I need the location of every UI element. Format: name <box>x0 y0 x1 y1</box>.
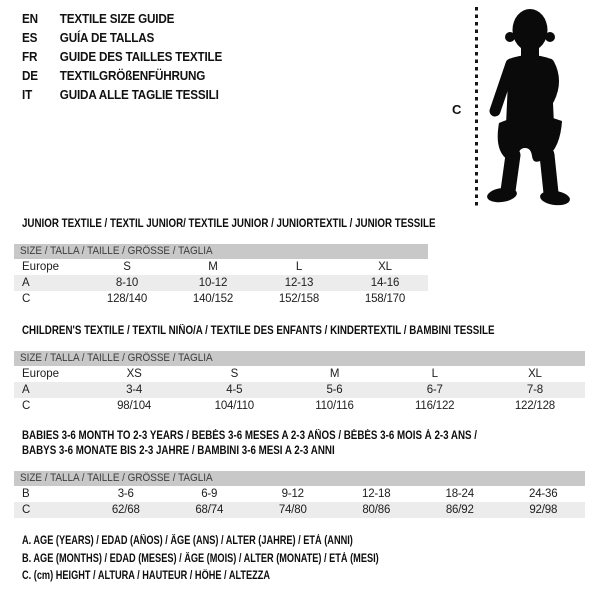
height-measure-dashed-line <box>475 7 478 207</box>
children-size-table <box>14 366 585 414</box>
section-title: CHILDREN'S TEXTILE / TEXTIL NIÑO/A / TEXTILE DES ENFANTS / KINDERTEXTIL / BAMBINI TESSILE <box>22 325 495 337</box>
language-row-de <box>22 66 222 85</box>
section-title-line1: BABIES 3-6 MONTH TO 2-3 YEARS / BEBÉS 3-6 MESES A 2-3 AÑOS / BÉBÉS 3-6 MOIS À 2-3 ANS / <box>22 430 478 442</box>
legend-line-a: A. AGE (YEARS) / EDAD (AÑOS) / ÂGE (ANS) / ALTER (JAHRE) / ETÀ (ANNI) <box>22 535 353 547</box>
table-cell: M <box>329 368 340 380</box>
language-code: DE <box>22 68 38 83</box>
language-code: EN <box>22 11 38 26</box>
table-cell: XS <box>126 368 142 380</box>
section-children-textile <box>14 324 585 414</box>
table-cell: 12-18 <box>362 488 391 500</box>
language-code: IT <box>22 87 33 102</box>
table-cell: 4-5 <box>226 384 243 396</box>
table-cell: 6-9 <box>201 488 218 500</box>
language-row-es <box>22 28 222 47</box>
table-cell: 68/74 <box>195 504 224 516</box>
table-cell: 62/68 <box>111 504 140 516</box>
table-cell: 122/128 <box>514 400 555 412</box>
table-cell: 10-12 <box>198 277 228 289</box>
table-row <box>14 398 585 414</box>
table-row <box>14 366 585 382</box>
language-title: GUIDA ALLE TAGLIE TESSILI <box>59 87 219 102</box>
row-label: B <box>22 488 30 500</box>
table-cell: XL <box>378 261 392 273</box>
table-row <box>14 291 428 307</box>
table-cell: 7-8 <box>526 384 543 396</box>
size-header-label: SIZE / TALLA / TAILLE / GRÖSSE / TAGLIA <box>20 472 213 484</box>
language-code: ES <box>22 30 38 45</box>
table-cell: 98/104 <box>117 400 152 412</box>
size-header-bar <box>14 351 585 366</box>
row-label: C <box>22 504 31 516</box>
language-title: GUIDE DES TAILLES TEXTILE <box>59 49 223 64</box>
table-cell: 80/86 <box>362 504 391 516</box>
row-label: Europe <box>22 261 60 273</box>
language-title: TEXTILE SIZE GUIDE <box>59 11 175 26</box>
table-cell: 24-36 <box>529 488 558 500</box>
language-row-en <box>22 9 222 28</box>
table-cell: XL <box>528 368 542 380</box>
row-label: A <box>22 384 30 396</box>
section-title-line2: BABYS 3-6 MONATE BIS 2-3 JAHRE / BAMBINI 3-6 MESI A 2-3 ANNI <box>22 445 335 457</box>
table-row <box>14 259 428 275</box>
baby-silhouette-icon <box>485 7 577 208</box>
size-header-label: SIZE / TALLA / TAILLE / GRÖSSE / TAGLIA <box>20 245 213 257</box>
table-row <box>14 382 585 398</box>
table-cell: 152/158 <box>278 293 320 305</box>
table-cell: 18-24 <box>445 488 474 500</box>
table-cell: 86/92 <box>445 504 474 516</box>
language-title: TEXTILGRÖßENFÜHRUNG <box>59 68 206 83</box>
table-cell: L <box>295 261 303 273</box>
table-cell: 14-16 <box>370 277 400 289</box>
section-babies-textile <box>14 429 585 518</box>
table-row <box>14 275 428 291</box>
table-cell: 140/152 <box>192 293 234 305</box>
table-cell: 3-6 <box>117 488 134 500</box>
table-cell: L <box>431 368 438 380</box>
table-cell: 9-12 <box>281 488 304 500</box>
table-cell: S <box>230 368 239 380</box>
language-header <box>22 9 244 104</box>
language-code: FR <box>22 49 38 64</box>
row-label: C <box>22 293 31 305</box>
legend-line-b: B. AGE (MONTHS) / EDAD (MESES) / ÂGE (MOIS) / ALTER (MONATE) / ETÀ (MESI) <box>22 552 379 565</box>
table-cell: 6-7 <box>426 384 443 396</box>
language-row-it <box>22 85 222 104</box>
table-cell: S <box>123 261 131 273</box>
table-cell: 74/80 <box>278 504 307 516</box>
table-cell: 8-10 <box>115 277 139 289</box>
height-measure-label: C <box>452 102 462 117</box>
table-cell: 92/98 <box>529 504 558 516</box>
language-title: GUÍA DE TALLAS <box>59 30 155 45</box>
table-cell: 128/140 <box>106 293 148 305</box>
legend-line-c: C. (cm) HEIGHT / ALTURA / HAUTEUR / HÖHE / ALTEZZA <box>22 570 271 582</box>
table-row <box>14 502 585 518</box>
language-row-fr <box>22 47 222 66</box>
size-header-bar <box>14 471 585 486</box>
size-header-label: SIZE / TALLA / TAILLE / GRÖSSE / TAGLIA <box>20 352 213 364</box>
babies-size-table <box>14 486 585 518</box>
table-cell: 104/110 <box>214 400 254 412</box>
section-title: JUNIOR TEXTILE / TEXTIL JUNIOR/ TEXTILE JUNIOR / JUNIORTEXTIL / JUNIOR TESSILE <box>22 218 436 230</box>
measure-legend <box>22 533 468 586</box>
row-label: C <box>22 400 31 412</box>
table-cell: 12-13 <box>284 277 314 289</box>
table-cell: 3-4 <box>126 384 143 396</box>
junior-size-table <box>14 259 428 307</box>
table-cell: 5-6 <box>326 384 343 396</box>
table-cell: 110/116 <box>315 400 354 412</box>
section-junior-textile <box>14 217 436 307</box>
table-cell: 116/122 <box>415 400 455 412</box>
row-label: Europe <box>22 368 60 380</box>
table-cell: 158/170 <box>364 293 406 305</box>
table-cell: M <box>208 261 218 273</box>
size-header-bar <box>14 244 428 259</box>
row-label: A <box>22 277 30 289</box>
table-row <box>14 486 585 502</box>
